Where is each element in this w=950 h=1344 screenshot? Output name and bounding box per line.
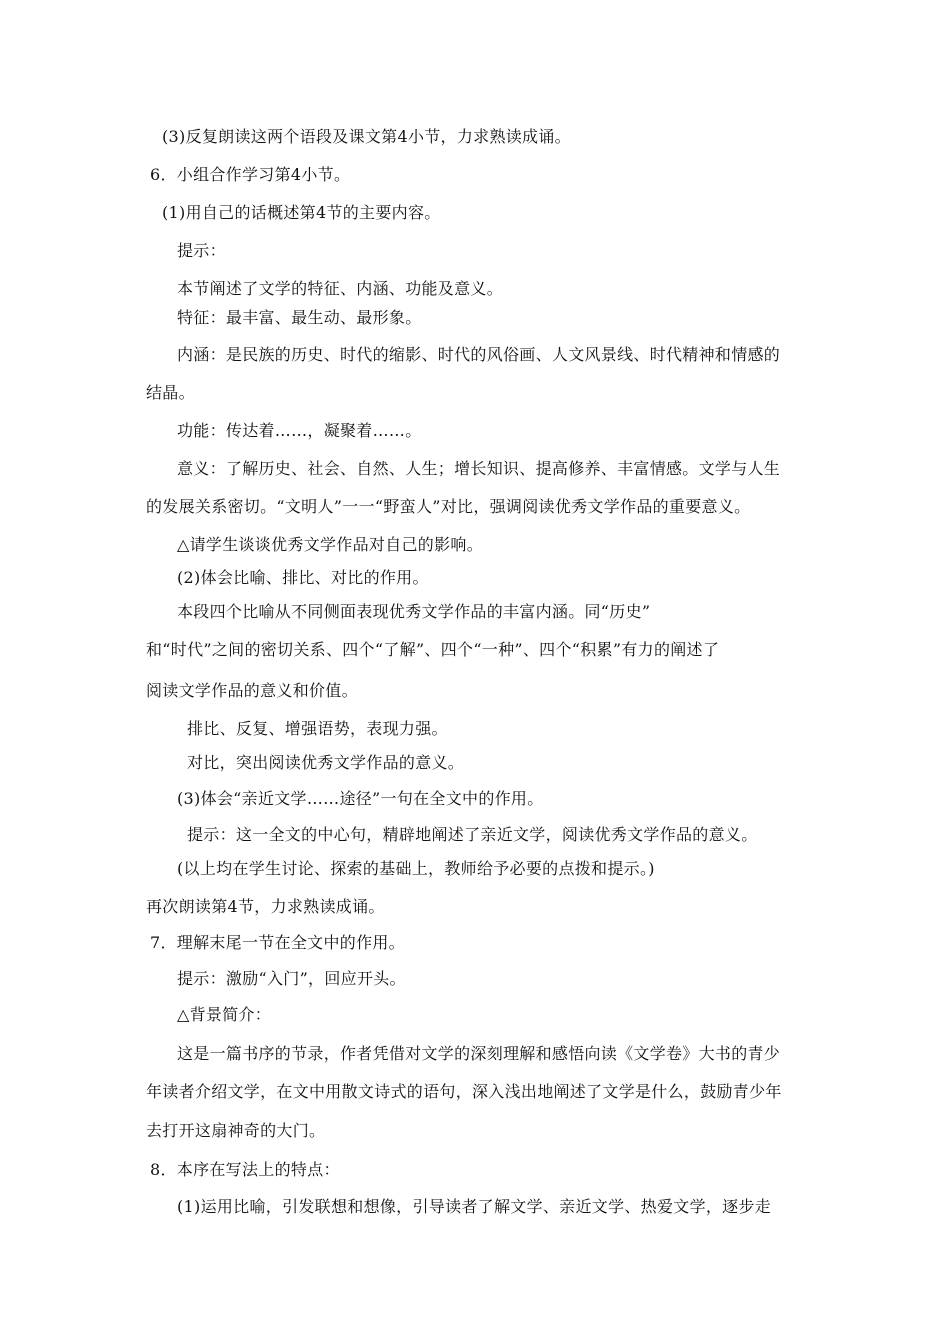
text-line: 提示：激励“入门”，回应开头。 [177, 969, 406, 988]
text-line: 功能：传达着……，凝聚着……。 [177, 421, 422, 440]
text-line: 和“时代”之间的密切关系、四个“了解”、四个“一种”、四个“积累”有力的阐述了 [146, 640, 720, 659]
text-line: 特征：最丰富、最生动、最形象。 [177, 308, 422, 327]
text-line: 阅读文学作品的意义和价值。 [146, 681, 358, 700]
text-line: 结晶。 [146, 383, 195, 402]
text-line: △背景简介： [177, 1005, 272, 1024]
text-line: 意义：了解历史、社会、自然、人生；增长知识、提高修养、丰富情感。文学与人生 [177, 459, 781, 478]
text-line: 这是一篇书序的节录，作者凭借对文学的深刻理解和感悟向读《文学卷》大书的青少 [177, 1044, 781, 1063]
text-line: (3)体会“亲近文学……途径”一句在全文中的作用。 [177, 789, 544, 808]
text-line: 年读者介绍文学，在文中用散文诗式的语句，深入浅出地阐述了文学是什么，鼓励青少年 [146, 1082, 782, 1101]
text-line: (1)用自己的话概述第4节的主要内容。 [162, 203, 441, 222]
text-line: 提示： [177, 241, 226, 260]
text-line: 再次朗读第4节，力求熟读成诵。 [146, 897, 385, 916]
text-line: (3)反复朗读这两个语段及课文第4小节，力求熟读成诵。 [162, 127, 571, 146]
text-line: (2)体会比喻、排比、对比的作用。 [177, 568, 429, 587]
text-line: 对比，突出阅读优秀文学作品的意义。 [187, 753, 465, 772]
text-line: (1)运用比喻，引发联想和想像，引导读者了解文学、亲近文学、热爱文学，逐步走 [177, 1197, 772, 1216]
text-line: 去打开这扇神奇的大门。 [146, 1121, 326, 1140]
text-line: 本节阐述了文学的特征、内涵、功能及意义。 [177, 279, 504, 298]
text-line: 提示：这一全文的中心句，精辟地阐述了亲近文学，阅读优秀文学作品的意义。 [187, 825, 758, 844]
text-line: 排比、反复、增强语势，表现力强。 [187, 719, 448, 738]
text-line: △请学生谈谈优秀文学作品对自己的影响。 [177, 535, 484, 554]
text-line: (以上均在学生讨论、探索的基础上，教师给予必要的点拨和提示。) [177, 859, 655, 878]
text-line: 的发展关系密切。“文明人”一一“野蛮人”对比，强调阅读优秀文学作品的重要意义。 [146, 497, 751, 516]
text-line: 本段四个比喻从不同侧面表现优秀文学作品的丰富内涵。同“历史” [177, 602, 651, 621]
text-line: 内涵：是民族的历史、时代的缩影、时代的风俗画、人文风景线、时代精神和情感的 [177, 345, 781, 364]
text-line: 6．小组合作学习第4小节。 [150, 165, 351, 184]
text-line: 7．理解末尾一节在全文中的作用。 [150, 933, 405, 952]
text-line: 8．本序在写法上的特点： [150, 1160, 340, 1179]
